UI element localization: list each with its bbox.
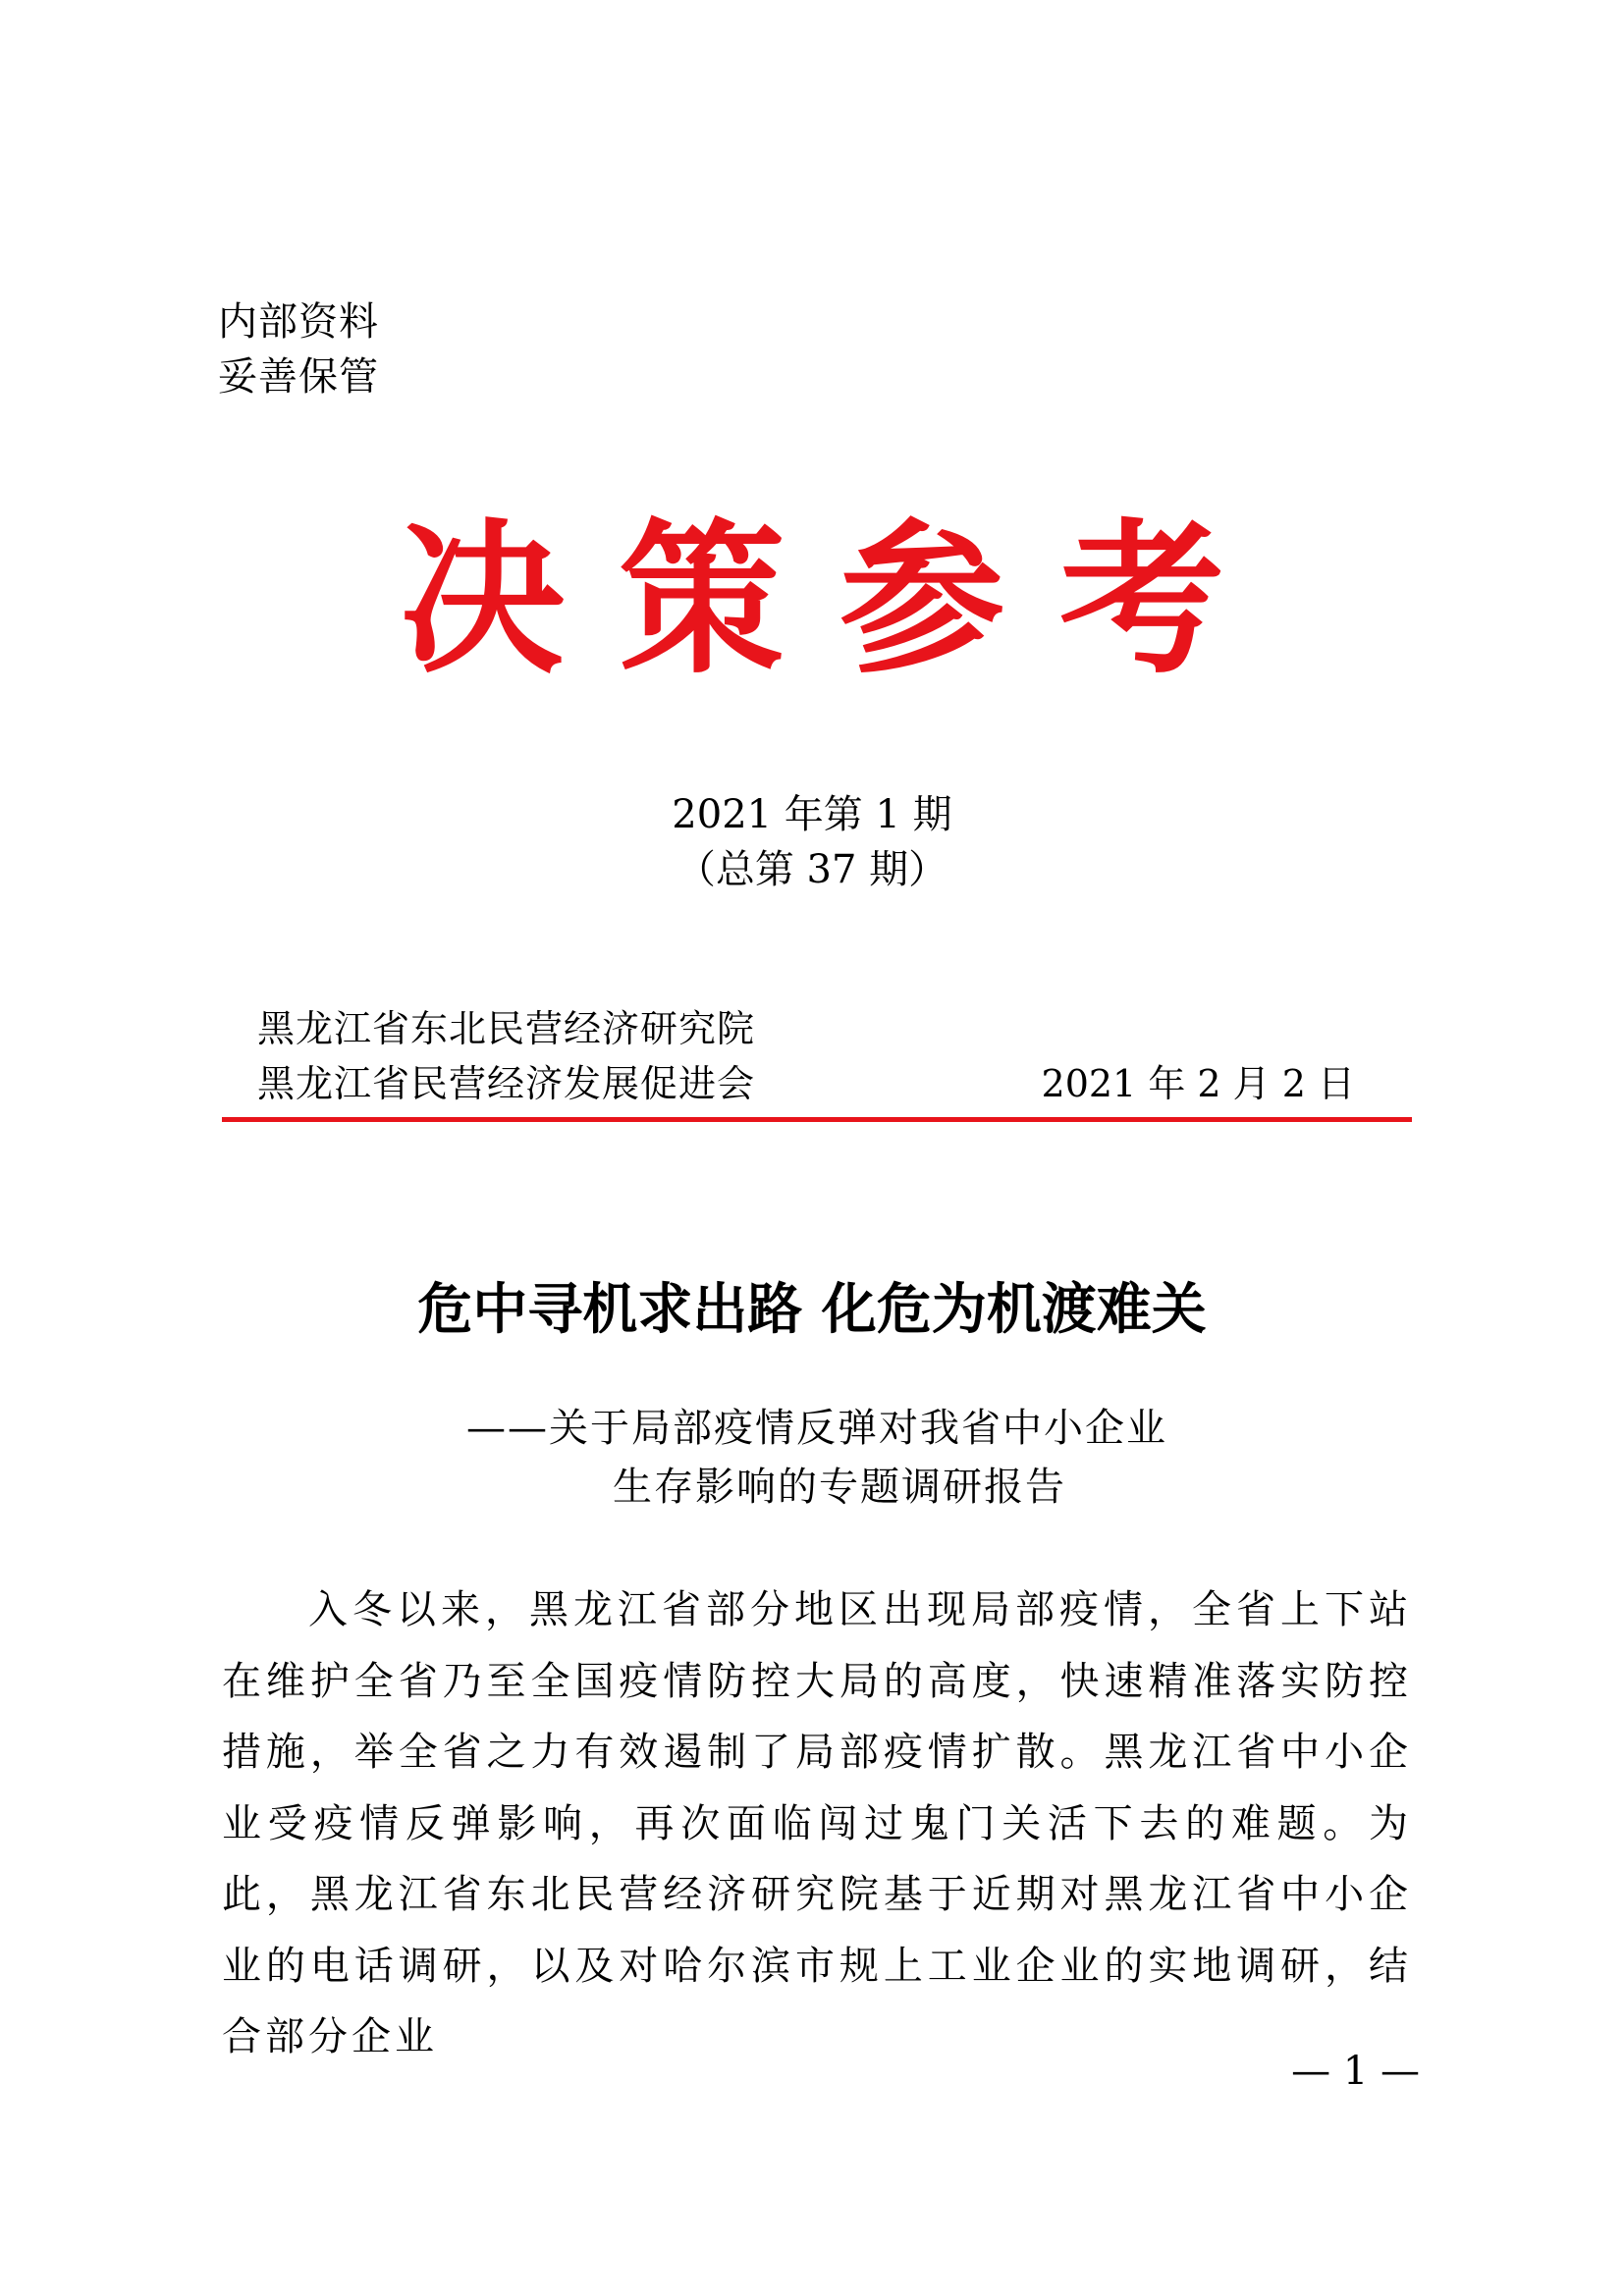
masthead-title: 决策参考 <box>400 502 1279 696</box>
publication-date: 2021 年 2 月 2 日 <box>1041 1062 1355 1105</box>
classification-notice <box>218 294 379 404</box>
article-title: 危中寻机求出路 化危为机渡难关 <box>417 1278 1207 1342</box>
publisher-org-1: 黑龙江省东北民营经济研究院 <box>257 1007 756 1050</box>
issue-total-number: （总第 37 期） <box>676 847 948 892</box>
page-number: — 1 — <box>1291 2049 1420 2094</box>
issue-info <box>0 787 1624 897</box>
subtitle-line-1: ——关于局部疫情反弹对我省中小企业 <box>466 1406 1167 1451</box>
red-divider-line <box>222 1117 1412 1122</box>
subtitle-line-2: 生存影响的专题调研报告 <box>613 1465 1066 1510</box>
issue-number: 2021 年第 1 期 <box>672 792 952 837</box>
classification-line-keep-safe: 妥善保管 <box>218 354 379 400</box>
publisher-block <box>257 1001 755 1111</box>
publisher-org-2: 黑龙江省民营经济发展促进会 <box>257 1062 756 1105</box>
article-subtitle <box>0 1399 1624 1517</box>
classification-line-internal: 内部资料 <box>218 299 379 345</box>
body-paragraph: 入冬以来，黑龙江省部分地区出现局部疫情，全省上下站在维护全省乃至全国疫情防控大局的高度，快速精准落实防控措施，举全省之力有效遏制了局部疫情扩散。黑龙江省中小企业受疫情反弹影响，再次面临闯过鬼门关活下去的难题。为此，黑龙江省东北民营经济研究院基于近期对黑龙江省中小企业的电话调研，以及对哈尔滨市规上工业企业的实地调研，结合部分企业 <box>222 1587 1412 2059</box>
